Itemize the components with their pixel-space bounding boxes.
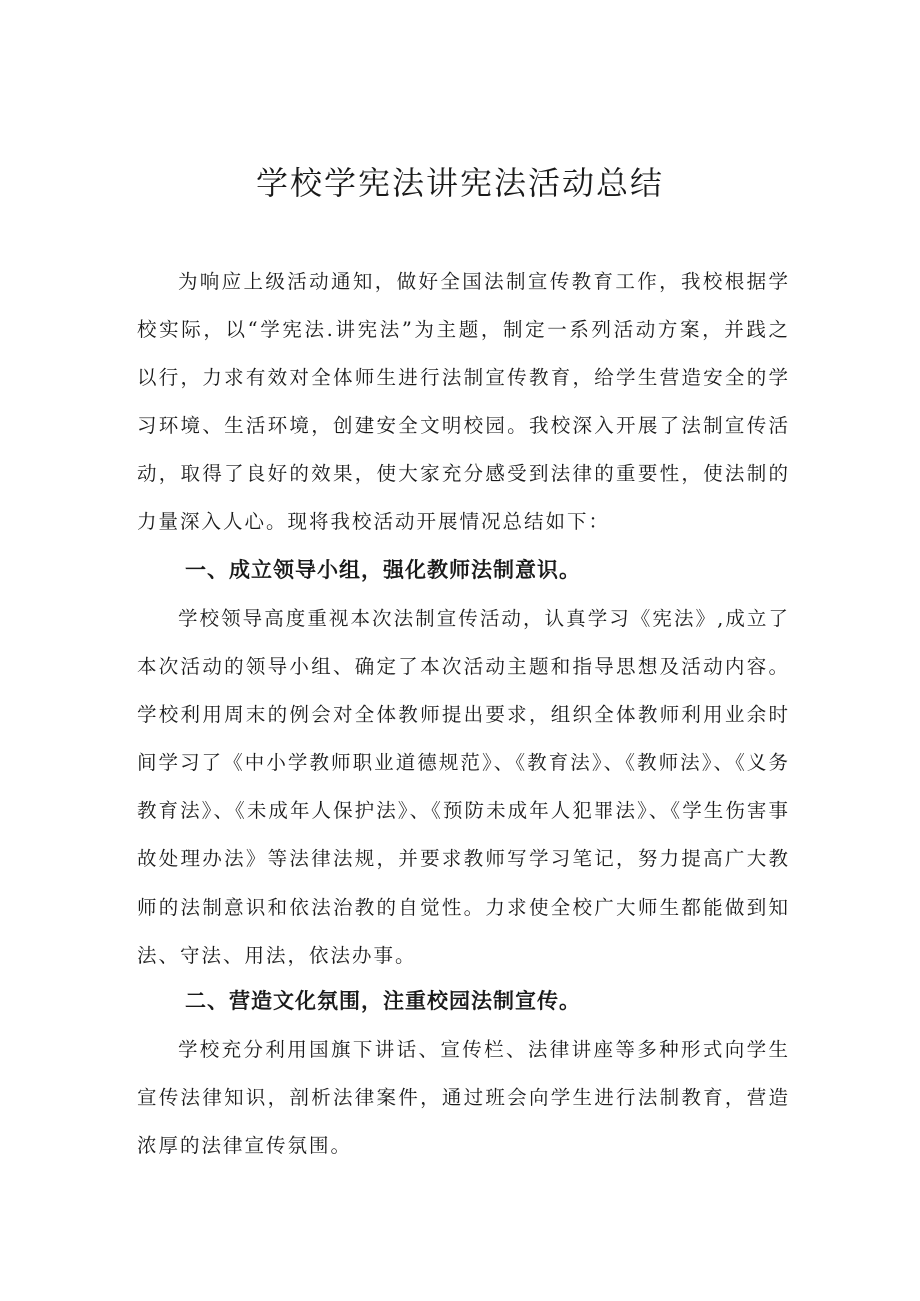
document-title: 学校学宪法讲宪法活动总结 xyxy=(255,164,664,202)
section-1-paragraph: 学校领导高度重视本次法制宣传活动，认真学习《宪法》,成立了本次活动的领导小组、确定了本次活动主题和指导思想及活动内容。学校利用周末的例会对全体教师提出要求，组织全体教师利用业余时间学习了《中小学教师职业道德规范》、《教育法》、《教师法》、《义务教育法》、《未成年人保护法》、《预防未成年人犯罪法》、《学生伤害事故处理办法》等法律法规，并要求教师写学习笔记，努力提高广大教师的法制意识和依法治教的自觉性。力求使全校广大师生都能做到知法、守法、用法，依法办事。 xyxy=(137,607,790,967)
intro-paragraph: 为响应上级活动通知，做好全国法制宣传教育工作，我校根据学校实际，以“学宪法.讲宪法”为主题，制定一系列活动方案，并践之以行，力求有效对全体师生进行法制宣传教育，给学生营造安全的学习环境、生活环境，创建安全文明校园。我校深入开展了法制宣传活动，取得了良好的效果，使大家充分感受到法律的重要性，使法制的力量深入人心。现将我校活动开展情况总结如下： xyxy=(137,270,790,534)
section-1-heading: 一、成立领导小组，强化教师法制意识。 xyxy=(185,558,581,582)
section-2-paragraph: 学校充分利用国旗下讲话、宣传栏、法律讲座等多种形式向学生宣传法律知识，剖析法律案件，通过班会向学生进行法制教育，营造浓厚的法律宣传氛围。 xyxy=(137,1038,790,1158)
section-2-heading: 二、营造文化氛围，注重校园法制宣传。 xyxy=(185,989,581,1013)
